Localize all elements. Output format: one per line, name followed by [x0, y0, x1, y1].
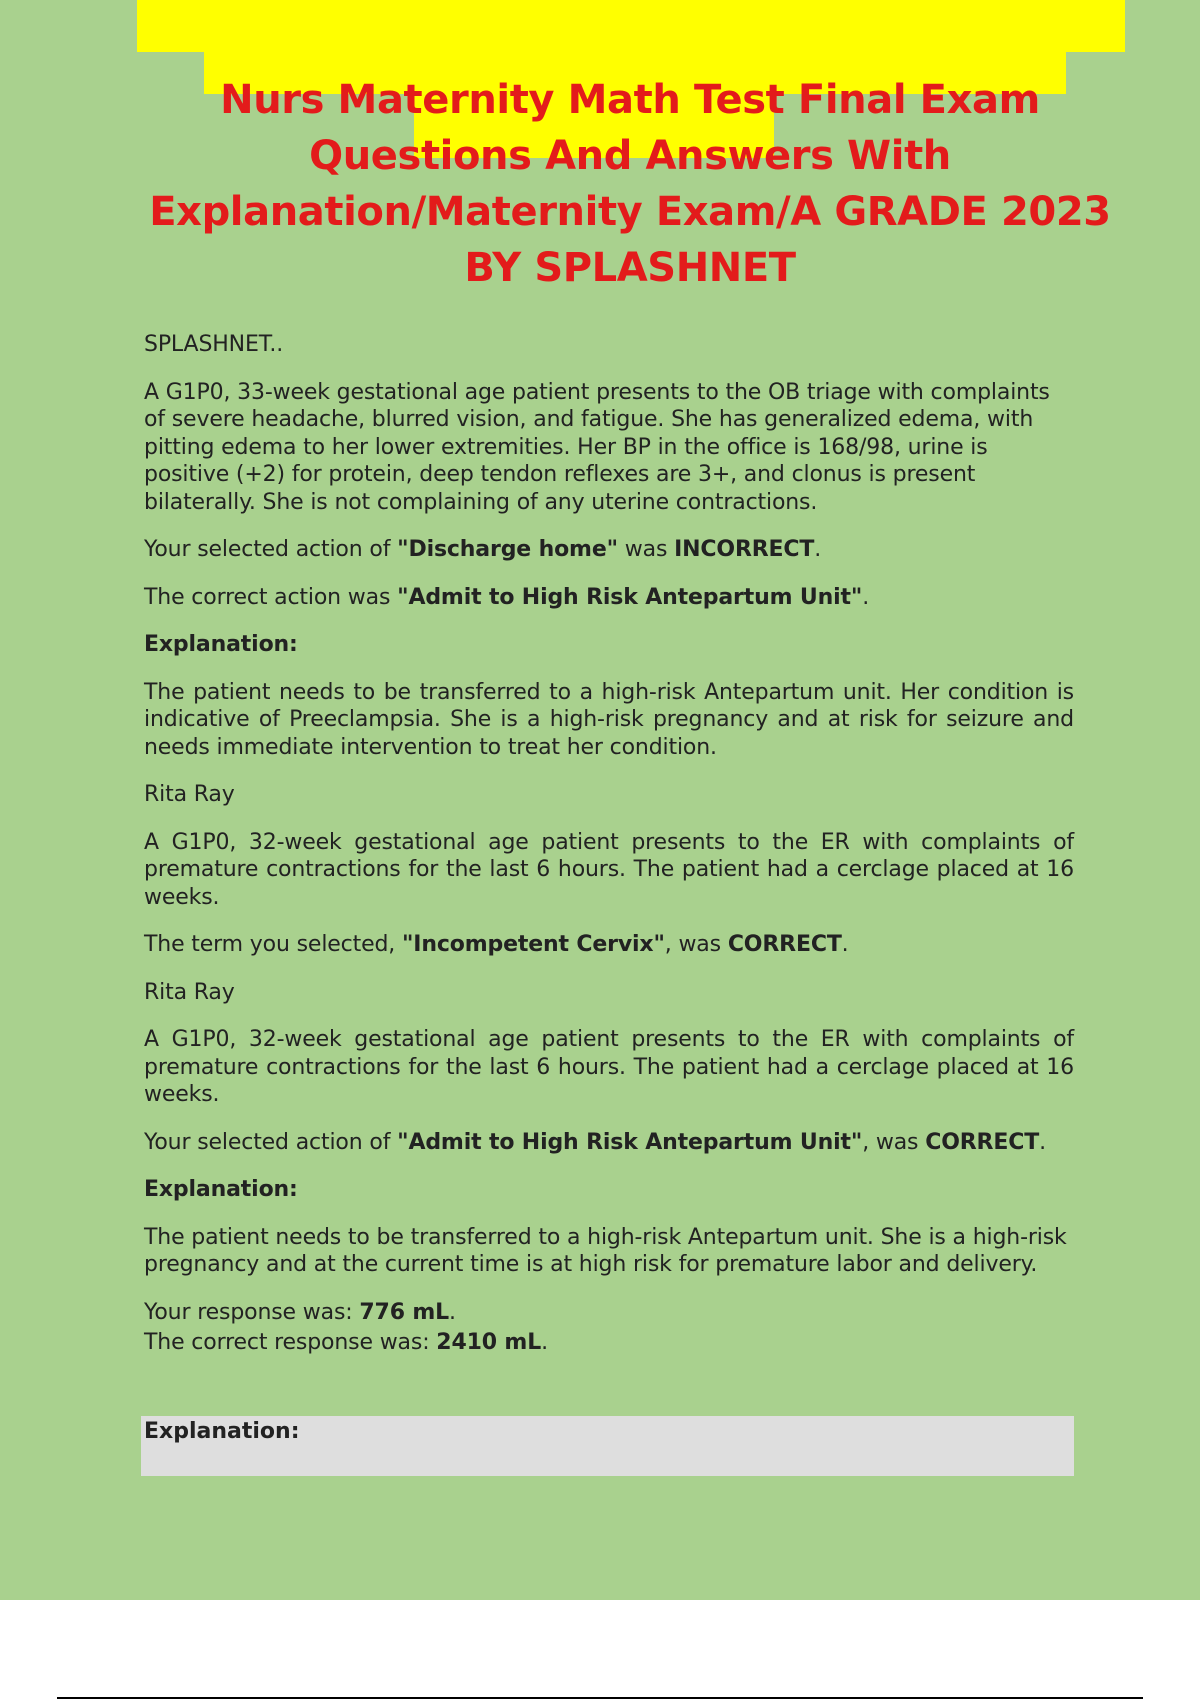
correct-response-line — [144, 1329, 1074, 1357]
document-title: Nurs Maternity Math Test Final Exam Questions And Answers With Explanation/Maternity Exam/A GRADE 2023 BY SPLASHNET — [149, 77, 1111, 291]
selected-action-result: CORRECT — [925, 1129, 1040, 1155]
correct-action-period: . — [862, 584, 870, 610]
selected-action-period: . — [814, 537, 822, 562]
case-3-explanation-label — [144, 1176, 1074, 1204]
case-3-scenario: A G1P0, 32-week gestational age patient presents to the ER with complaints of premature contractions for the last 6 hours. The patient had a cerclage placed at 16 weeks. — [144, 1027, 1074, 1107]
case-1-scenario: A G1P0, 33-week gestational age patient presents to the OB triage with complaints of severe headache, blurred vision, and fatigue. She has generalized edema, with pitting edema to her lower extremities. Her BP in the office is 168/98, urine is positive (+2) for protein, deep tendon reflexes are 3+, and clonus is present bilaterally. She is not complaining of any uterine contractions. — [144, 379, 1050, 515]
case-4-response-block — [144, 1299, 1074, 1357]
footer-divider — [57, 1697, 1143, 1699]
selected-action-period: . — [1039, 1129, 1046, 1155]
selected-term-connector: , was — [664, 932, 728, 957]
correct-action-value: "Admit to High Risk Antepartum Unit" — [397, 584, 863, 610]
author-2: Rita Ray — [144, 979, 235, 1005]
case-1-explanation-label — [144, 631, 1074, 659]
correct-response-period: . — [541, 1330, 548, 1355]
explanation-box — [141, 1416, 1074, 1476]
author-1: Rita Ray — [144, 782, 235, 807]
response-period: . — [449, 1299, 456, 1325]
case-3-explanation: The patient needs to be transferred to a high-risk Antepartum unit. She is a high-risk pregnancy and at the current time is at high risk for premature labor and delivery. — [144, 1224, 1067, 1277]
selected-action-connector: was — [617, 537, 675, 562]
selected-action-value: "Discharge home" — [397, 537, 618, 562]
response-value: 776 mL — [359, 1299, 449, 1325]
document-content — [144, 331, 1074, 1389]
response-prefix: Your response was: — [144, 1299, 360, 1325]
source-line: SPLASHNET.. — [144, 332, 284, 357]
explanation-label: Explanation: — [144, 632, 298, 657]
case-1-selected-action — [144, 536, 1074, 564]
explanation-box-label: Explanation: — [144, 1419, 300, 1444]
selected-term-prefix: The term you selected, — [144, 932, 402, 957]
correct-action-prefix: The correct action was — [144, 584, 398, 610]
explanation-label: Explanation: — [144, 1177, 298, 1202]
selected-term-period: . — [841, 932, 849, 957]
case-2-selected-term — [144, 931, 1074, 959]
case-2-scenario: A G1P0, 32-week gestational age patient presents to the ER with complaints of premature contractions for the last 6 hours. The patient had a cerclage placed at 16 weeks. — [144, 829, 1074, 910]
selected-action-connector: , was — [862, 1129, 926, 1155]
selected-term-result: CORRECT — [727, 932, 842, 957]
selected-action-value: "Admit to High Risk Antepartum Unit" — [397, 1129, 863, 1155]
response-line — [144, 1299, 1074, 1327]
selected-term-value: "Incompetent Cervix" — [401, 932, 665, 957]
selected-action-result: INCORRECT — [674, 537, 815, 562]
case-3-selected-action — [144, 1129, 1074, 1157]
case-1-explanation: The patient needs to be transferred to a high-risk Antepartum unit. Her condition is indicative of Preeclampsia. She is a high-risk pregnancy and at risk for seizure and needs immediate intervention to treat her condition. — [144, 679, 1074, 760]
selected-action-prefix: Your selected action of — [144, 1129, 398, 1155]
correct-response-value: 2410 mL — [436, 1330, 542, 1355]
selected-action-prefix: Your selected action of — [144, 537, 398, 562]
case-1-correct-action — [144, 584, 1074, 612]
correct-response-prefix: The correct response was: — [144, 1330, 437, 1355]
title-highlight-top — [137, 0, 1125, 52]
